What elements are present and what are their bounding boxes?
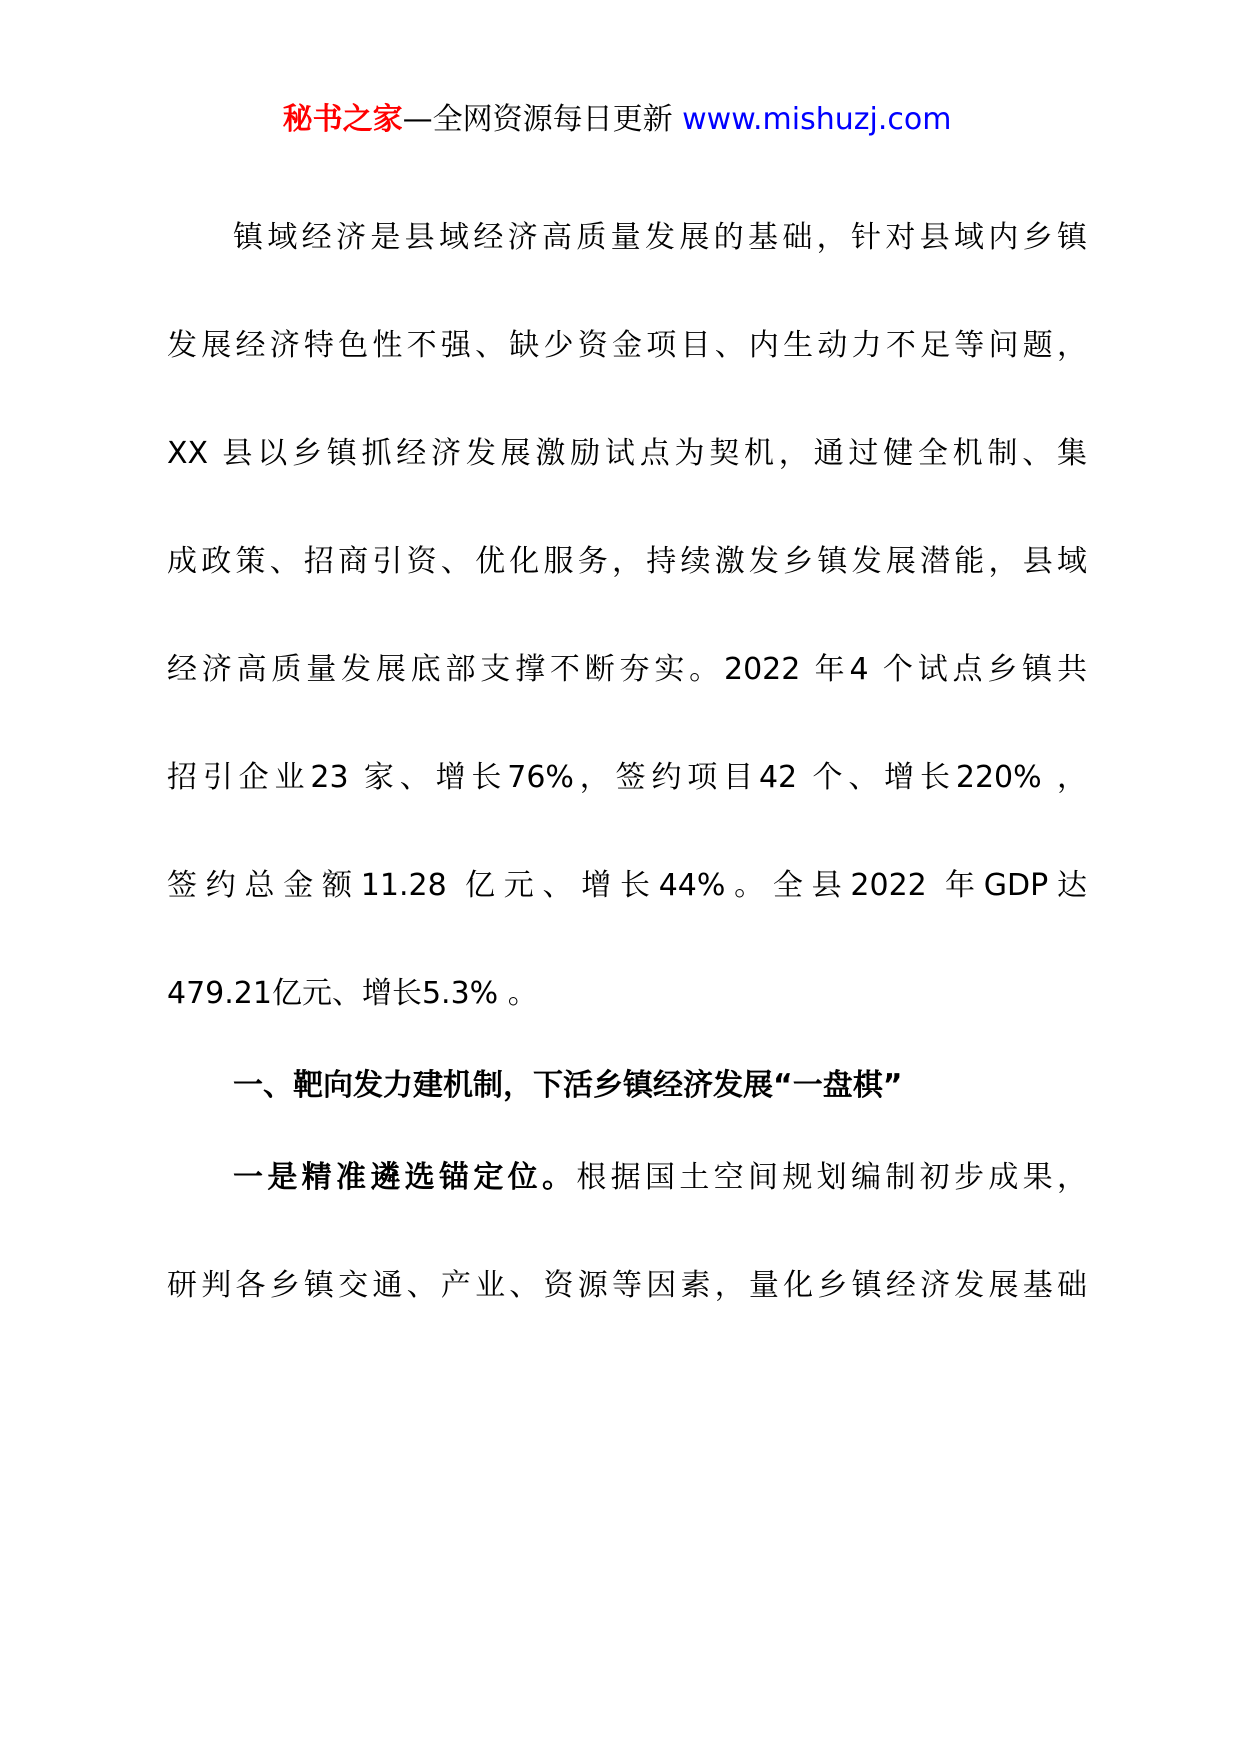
point-title: 一是精准遴选锚定位。: [233, 1160, 577, 1195]
site-brand: 秘书之家: [282, 102, 403, 137]
paragraph-line: 研判各乡镇交通、产业、资源等因素，量化乡镇经济发展基础: [167, 1268, 1087, 1303]
paragraph-line: 招引企业23 家、增长76%，签约项目42 个、增长220% ，: [167, 760, 1087, 795]
paragraph-line: 成政策、招商引资、优化服务，持续激发乡镇发展潜能，县域: [167, 544, 1087, 579]
paragraph-line: 签约总金额11.28 亿元、增长44%。全县2022 年GDP达: [167, 868, 1087, 903]
site-header: [0, 100, 1234, 140]
paragraph-line: 479.21亿元、增长5.3% 。: [167, 976, 538, 1011]
paragraph-line: 发展经济特色性不强、缺少资金项目、内生动力不足等问题，: [167, 328, 1087, 363]
paragraph-line: 经济高质量发展底部支撑不断夯实。2022 年4 个试点乡镇共: [167, 652, 1087, 687]
point-line: [233, 1158, 1087, 1198]
paragraph-line: XX 县以乡镇抓经济发展激励试点为契机，通过健全机制、集: [167, 436, 1087, 471]
point-text: 根据国土空间规划编制初步成果，: [576, 1160, 1087, 1195]
section-heading: 一、靶向发力建机制，下活乡镇经济发展“一盘棋”: [233, 1068, 903, 1103]
site-url-link[interactable]: www.mishuzj.com: [682, 102, 952, 137]
paragraph-line: 镇域经济是县域经济高质量发展的基础，针对县域内乡镇: [233, 220, 1087, 255]
site-tagline: —全网资源每日更新: [402, 102, 673, 137]
